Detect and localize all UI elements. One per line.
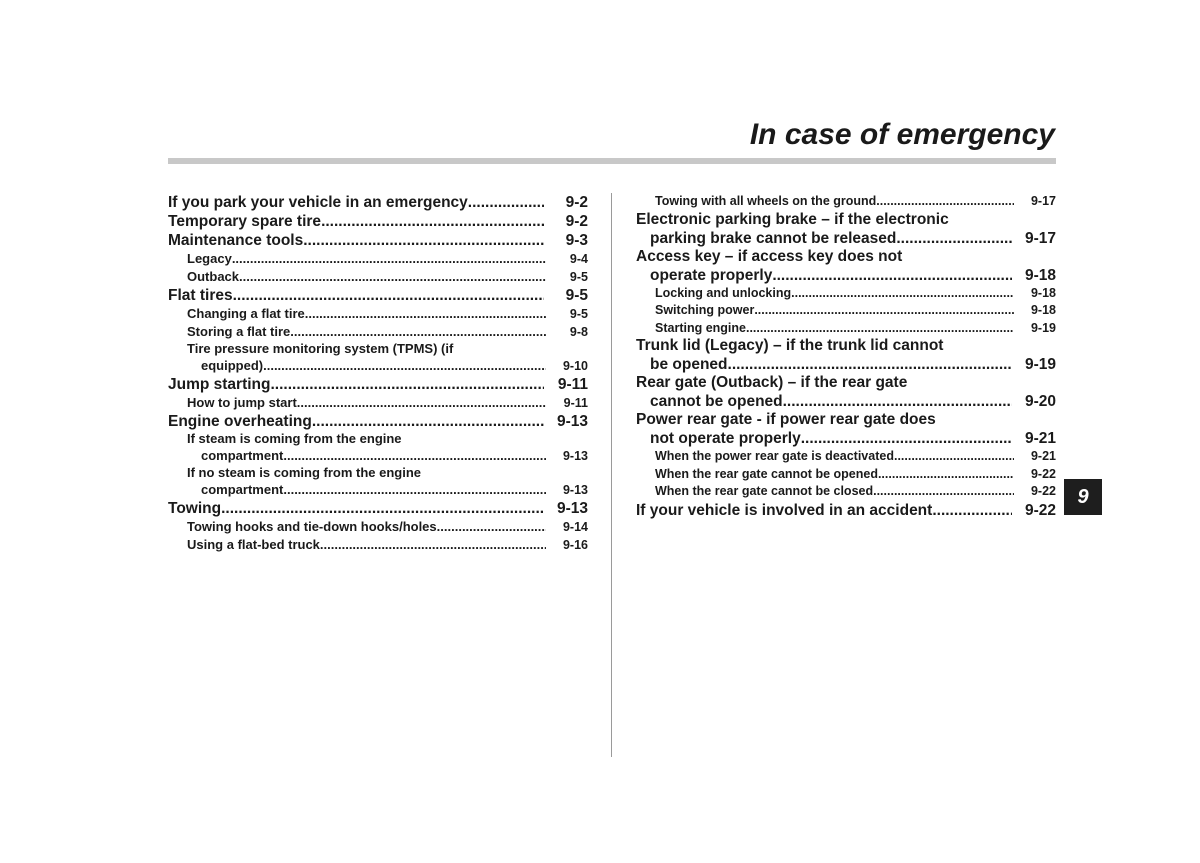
column-divider [611,193,612,757]
toc-entry-label: compartment [201,482,284,497]
dot-leader [270,375,544,394]
toc-entry[interactable] [636,483,1056,501]
toc-entry-page: 9-13 [556,500,588,517]
toc-entry-page: 9-21 [1030,449,1056,463]
toc-entry-page: 9-3 [565,232,588,249]
dot-leader [221,499,544,518]
toc-entry-page: 9-10 [562,359,588,373]
toc-entry-label: Starting engine [655,320,746,335]
dot-leader [283,447,546,465]
toc-entry-label: Changing a flat tire [187,306,305,321]
toc-entry[interactable] [168,193,588,212]
dot-leader [746,320,1014,338]
toc-entry[interactable] [168,375,588,394]
toc-entry-page: 9-11 [557,376,588,393]
toc-entry-label: Using a flat-bed truck [187,537,320,552]
dot-leader [297,394,546,412]
toc-entry-page: 9-22 [1024,501,1056,519]
dot-leader [801,429,1012,448]
dot-leader [321,212,544,231]
toc-entry[interactable] [168,212,588,231]
dot-leader [239,268,546,286]
dot-leader [783,392,1012,411]
toc-entry[interactable] [636,448,1056,466]
toc-entry-page: 9-19 [1030,320,1056,335]
toc-entry[interactable] [168,412,588,431]
toc-entry[interactable] [168,394,588,412]
toc-entry-page: 9-5 [569,270,588,284]
dot-leader [878,466,1014,484]
toc-entry[interactable] [168,305,588,323]
toc-entry-page: 9-13 [556,413,588,430]
toc-entry-label-line1: If steam is coming from the engine [187,431,402,446]
toc-entry-page: 9-19 [1024,356,1056,373]
toc-entry-label: How to jump start [187,395,297,410]
dot-leader [320,536,546,554]
dot-leader [728,355,1012,374]
toc-entry-label: not operate properly [650,430,801,447]
toc-entry-page: 9-22 [1030,484,1056,498]
toc-entry-page: 9-22 [1030,466,1056,481]
toc-entry[interactable] [636,285,1056,303]
toc-entry-label: cannot be opened [650,393,783,410]
toc-entry[interactable] [636,374,1056,411]
dot-leader [791,285,1014,303]
toc-entry[interactable] [168,536,588,554]
toc-entry[interactable] [168,268,588,286]
toc-entry-label: parking brake cannot be released [650,229,897,247]
toc-entry-label: When the power rear gate is deactivated [655,449,894,463]
toc-entry-page: 9-18 [1030,303,1056,317]
toc-entry-page: 9-20 [1024,393,1056,410]
toc-right-column [636,193,1056,520]
dot-leader [873,483,1014,501]
toc-entry[interactable] [168,499,588,518]
dot-leader [754,302,1014,320]
toc-entry-label: Storing a flat tire [187,324,291,339]
dot-leader [303,231,544,250]
toc-entry-label: be opened [650,356,728,373]
toc-entry-page: 9-4 [569,252,588,266]
toc-entry-label-line1: Power rear gate - if power rear gate does [636,411,936,428]
toc-entry-page: 9-8 [569,325,588,339]
dot-leader [894,448,1014,466]
toc-entry-page: 9-13 [562,483,588,497]
toc-entry-page: 9-18 [1030,285,1056,300]
chapter-title: In case of emergency [749,118,1055,151]
toc-entry-label: Flat tires [168,287,233,304]
toc-entry[interactable] [636,411,1056,448]
toc-left-column [168,193,588,554]
toc-entry-label: If your vehicle is involved in an accident [636,501,933,519]
toc-entry-label: equipped) [201,358,264,373]
dot-leader [932,501,1012,520]
toc-entry-label: Engine overheating [168,413,312,430]
toc-entry-page: 9-17 [1024,229,1056,247]
toc-entry-label: When the rear gate cannot be closed [655,484,874,498]
toc-entry[interactable] [168,231,588,250]
toc-entry-label: When the rear gate cannot be opened [655,466,878,481]
toc-entry-page: 9-5 [569,307,588,321]
dot-leader [263,357,546,375]
toc-entry-label: operate properly [650,266,773,284]
toc-entry-label: Outback [187,269,240,284]
toc-entry-label-line1: Tire pressure monitoring system (TPMS) (if [187,341,454,356]
dot-leader [232,250,546,268]
toc-entry-label: Switching power [655,303,755,317]
toc-entry-label-line1: Electronic parking brake – if the electronic [636,210,949,228]
dot-leader [772,266,1012,285]
toc-entry-label-line1: Trunk lid (Legacy) – if the trunk lid cannot [636,337,944,354]
toc-entry-label: Temporary spare tire [168,213,322,230]
dot-leader [896,229,1012,248]
dot-leader [283,481,546,499]
toc-entry-label: Towing hooks and tie-down hooks/holes [187,519,437,534]
toc-entry-label: Legacy [187,251,232,266]
toc-entry-label: compartment [201,448,284,463]
toc-entry-page: 9-16 [562,538,588,552]
toc-entry-label: If you park your vehicle in an emergency [168,194,468,211]
toc-entry-label: Locking and unlocking [655,285,792,300]
toc-entry[interactable] [168,465,588,499]
toc-entry[interactable] [636,466,1056,484]
dot-leader [305,305,546,323]
toc-entry-page: 9-13 [562,449,588,463]
toc-entry-label-line1: Rear gate (Outback) – if the rear gate [636,374,908,391]
toc-entry-label: Jump starting [168,376,271,393]
toc-entry-page: 9-21 [1024,430,1056,447]
dot-leader [876,193,1014,211]
toc-entry-label-line1: If no steam is coming from the engine [187,465,422,480]
title-rule [168,158,1056,164]
toc-entry-label: Towing [168,500,222,517]
toc-entry-label: Towing with all wheels on the ground [655,194,877,208]
toc-entry-page: 9-17 [1030,194,1056,208]
dot-leader [312,412,544,431]
toc-entry[interactable] [168,518,588,536]
dot-leader [437,518,546,536]
dot-leader [290,323,546,341]
toc-entry[interactable] [168,431,588,465]
toc-entry-page: 9-18 [1024,266,1056,284]
toc-entry-page: 9-2 [565,213,588,230]
toc-entry-label-line1: Access key – if access key does not [636,247,903,265]
toc-entry[interactable] [636,337,1056,374]
toc-entry[interactable] [636,211,1056,248]
toc-entry[interactable] [636,302,1056,320]
toc-entry-page: 9-14 [562,520,588,534]
toc-entry-page: 9-2 [565,194,588,211]
toc-entry[interactable] [636,248,1056,285]
toc-entry[interactable] [168,250,588,268]
toc-entry[interactable] [636,193,1056,211]
toc-entry[interactable] [636,320,1056,338]
toc-entry[interactable] [168,341,588,375]
chapter-tab-marker[interactable]: 9 [1064,479,1102,515]
toc-entry-page: 9-5 [565,287,588,304]
dot-leader [468,193,544,212]
toc-entry[interactable] [636,501,1056,520]
dot-leader [233,286,544,305]
toc-entry[interactable] [168,286,588,305]
toc-entry-page: 9-11 [563,396,588,410]
toc-entry[interactable] [168,323,588,341]
toc-entry-label: Maintenance tools [168,232,304,249]
